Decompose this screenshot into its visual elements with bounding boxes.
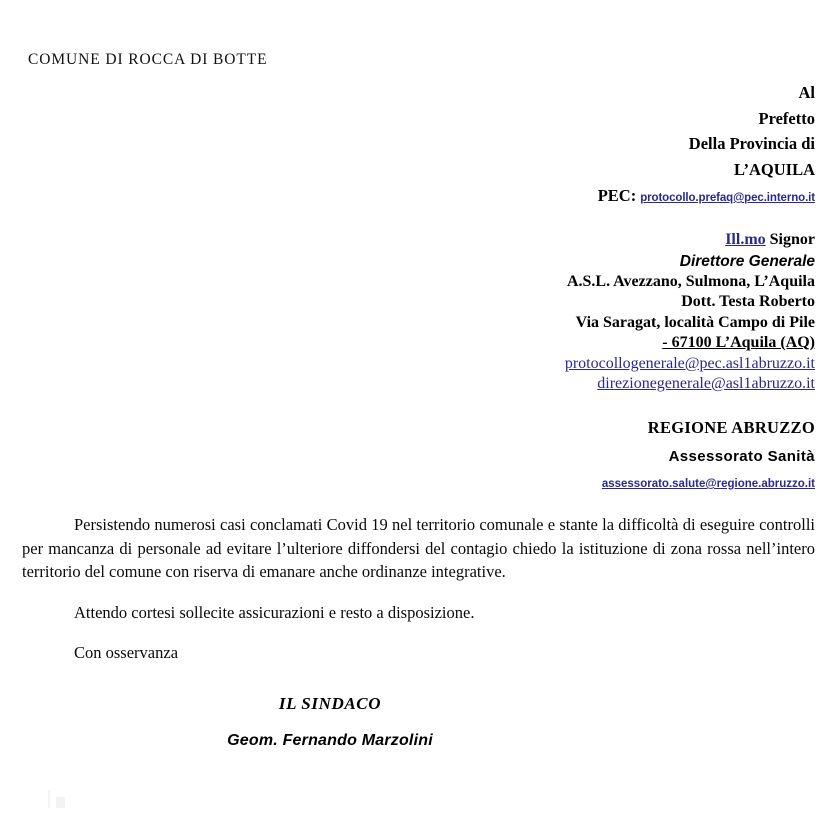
paragraph-spacer bbox=[22, 624, 815, 641]
recipient-asl-organization: A.S.L. Avezzano, Sulmona, L’Aquila bbox=[566, 272, 815, 290]
paragraph-spacer bbox=[22, 584, 815, 601]
letterhead-municipality: COMUNE DI ROCCA DI BOTTE bbox=[28, 51, 268, 68]
recipient-asl-person: Dott. Testa Roberto bbox=[681, 293, 815, 310]
signature-title: IL SINDACO bbox=[278, 694, 382, 713]
scan-artifact bbox=[48, 790, 50, 808]
recipient-block-regione bbox=[602, 414, 815, 496]
asl-pec-email-link[interactable]: protocollogenerale@pec.asl1abruzzo.it bbox=[564, 354, 815, 372]
body-paragraph-2: Attendo cortesi sollecite assicurazioni e resto a disposizione. bbox=[74, 602, 475, 622]
asl-direzione-email-link[interactable]: direzionegenerale@asl1abruzzo.it bbox=[597, 375, 815, 392]
signature-name: Geom. Fernando Marzolini bbox=[227, 732, 433, 749]
signature-block bbox=[0, 694, 660, 750]
letter-body bbox=[22, 513, 815, 665]
recipient-prefetto-line-4: L’AQUILA bbox=[734, 159, 815, 179]
body-paragraph-3: Con osservanza bbox=[74, 643, 179, 662]
honorific-rest: Signor bbox=[765, 231, 815, 248]
regione-email-link[interactable]: assessorato.salute@regione.abruzzo.it bbox=[601, 478, 815, 490]
recipient-block-asl bbox=[565, 230, 815, 395]
recipient-prefetto-line-3: Della Provincia di bbox=[688, 134, 815, 153]
pec-email-link-prefettura[interactable]: protocollo.prefaq@pec.interno.it bbox=[640, 192, 815, 204]
recipient-regione-department: Assessorato Sanità bbox=[668, 448, 815, 465]
recipient-prefetto-line-2: Prefetto bbox=[758, 108, 815, 128]
recipient-prefetto-line-1: Al bbox=[798, 83, 815, 102]
recipient-prefetto-pec-row bbox=[598, 186, 815, 206]
recipient-block-prefetto bbox=[689, 80, 815, 182]
recipient-asl-honorific bbox=[565, 230, 815, 251]
recipient-asl-role: Direttore Generale bbox=[679, 252, 815, 270]
recipient-regione-title: REGIONE ABRUZZO bbox=[647, 418, 815, 437]
recipient-asl-street: Via Saragat, località Campo di Pile bbox=[575, 313, 815, 331]
recipient-asl-city: - 67100 L’Aquila (AQ) bbox=[662, 334, 815, 351]
body-paragraph-1: Persistendo numerosi casi conclamati Covid 19 nel territorio comunale e stante la difficoltà di eseguire controlli per mancanza di personale ad evitare l’ulteriore diffondersi del contagio chiedo la istituzione di zona rossa nell’intero territorio del comune con riserva di emanare anche ordinanze integrative. bbox=[22, 515, 815, 581]
honorific-link[interactable]: Ill.mo bbox=[725, 231, 766, 248]
pec-label: PEC: bbox=[597, 186, 637, 205]
scan-artifact bbox=[56, 797, 65, 808]
